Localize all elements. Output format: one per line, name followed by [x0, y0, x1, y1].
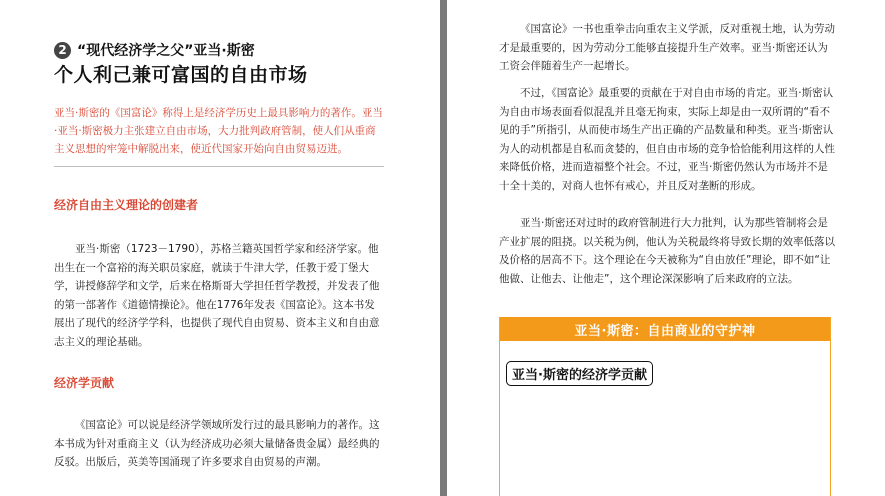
section-heading-contribution: 经济学贡献: [54, 376, 115, 390]
left-page: [0, 0, 440, 496]
paragraph-physiocrats: 《国富论》一书也重拳击向重农主义学派，反对重视土地，认为劳动才是最重要的，因为劳动分工能够直接提升生产效率。亚当·斯密还认为工资会伴随着生产一起增长。: [499, 23, 835, 72]
chapter-number-badge: 2: [54, 42, 71, 59]
chapter-title: 个人利己兼可富国的自由市场: [54, 64, 308, 86]
divider: [54, 166, 384, 167]
sidebar-box-tag: 亚当·斯密的经济学贡献: [506, 361, 653, 386]
paragraph-free-market: 不过，《国富论》最重要的贡献在于对自由市场的肯定。亚当·斯密认为自由市场表面看似混乱并且毫无拘束，实际上却是由一双所谓的“看不见的手”所指引，从而使市场生产出正确的产品数量和种类。亚当·斯密认为人的动机都是自私而贪婪的，但自由市场的竞争恰恰能利用这样的人性来降低价格，进而造福整个社会。不过，亚当·斯密仍然认为市场并不是十全十美的，对商人也怀有戒心，并且反对垄断的形成。: [499, 87, 835, 192]
right-page: [447, 0, 885, 496]
paragraph-regulation: 亚当·斯密还对过时的政府管制进行大力批判，认为那些管制将会是产业扩展的阻挠。以关税为例，他认为关税最终将导致长期的效率低落以及价格的居高不下。这个理论在今天被称为“自由放任”理论，即不如“让他做、让他去、让他走”，这个理论深深影响了后来政府的立法。: [499, 217, 835, 285]
section-paragraph-contribution: 《国富论》可以说是经济学领域所发行过的最具影响力的著作。这本书成为针对重商主义（认为经济成功必须大量储备贵金属）最经典的反驳。出版后，英美等国涌现了许多要求自由贸易的声潮。: [54, 419, 380, 468]
section-paragraph-founder: 亚当·斯密（1723－1790），苏格兰籍英国哲学家和经济学家。他出生在一个富裕的海关职员家庭，就读于牛津大学，任教于爱丁堡大学，讲授修辞学和文学，后来在格斯哥大学担任哲学教授，并发表了他的第一部著作《道德情操论》。他在1776年发表《国富论》。这本书发展出了现代的经济学学科，也提供了现代自由贸易、资本主义和自由意志主义的理论基础。: [54, 243, 380, 348]
chapter-intro: 亚当·斯密的《国富论》称得上是经济学历史上最具影响力的著作。亚当·亚当·斯密极力主张建立自由市场，大力批判政府管制，使人们从重商主义思想的牢笼中解脱出来，使近代国家开始向自由贸易迈进。: [54, 107, 383, 155]
sidebar-box: [499, 317, 831, 496]
section-heading-founder: 经济自由主义理论的创建者: [54, 198, 199, 212]
sidebar-box-header: 亚当·斯密：自由商业的守护神: [500, 317, 830, 341]
chapter-line: [54, 40, 255, 60]
page-gutter: [440, 0, 447, 496]
chapter-subtitle: “现代经济学之父”亚当·斯密: [77, 43, 255, 59]
